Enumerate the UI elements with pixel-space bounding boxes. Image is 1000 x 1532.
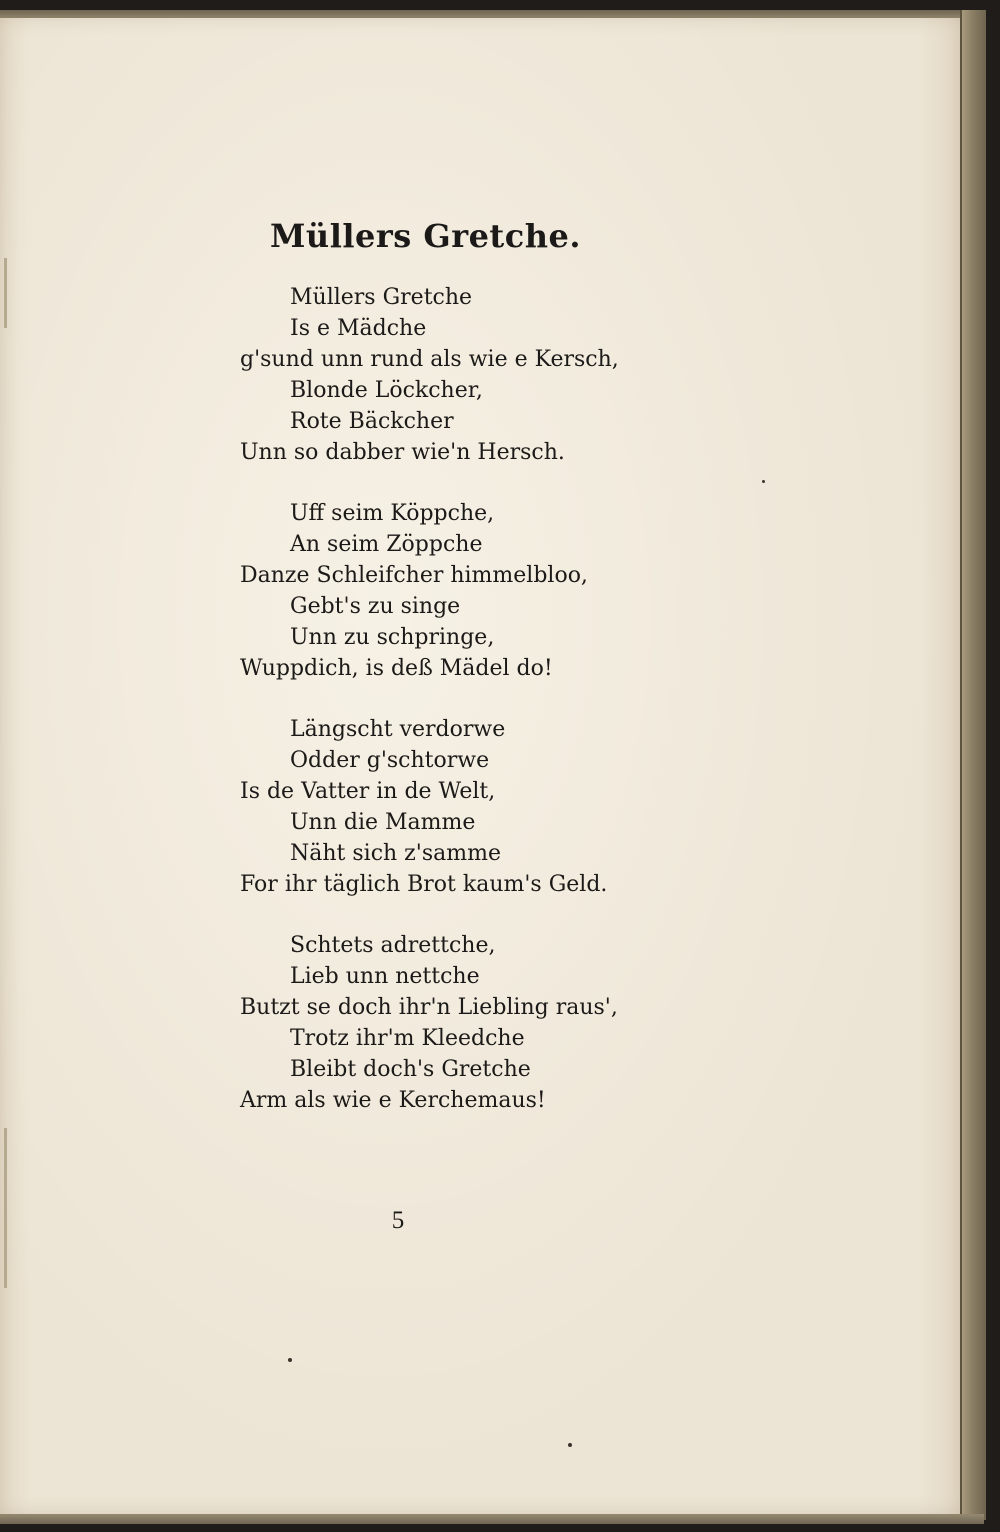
poem-line: Unn so dabber wie'n Hersch. [240,440,565,465]
poem-line: Rote Bäckcher [290,409,454,434]
poem-line: Unn zu schpringe, [290,625,495,650]
margin-mark [4,258,7,328]
poem-line: Bleibt doch's Gretche [290,1057,531,1082]
book-cover-edge [960,10,986,1520]
poem-line: Wuppdich, is deß Mädel do! [240,656,553,681]
stanza [240,714,800,900]
poem-line: Blonde Löckcher, [290,378,483,403]
poem-line: Müllers Gretche [290,285,473,310]
page-number: 5 [391,1207,405,1234]
poem-line: Arm als wie e Kerchemaus! [240,1088,546,1113]
poem-line: Danze Schleifcher himmelbloo, [240,563,588,588]
poem-line: Is e Mädche [290,316,427,341]
paper-speck [288,1358,292,1362]
book-bottom-edge [0,1514,984,1524]
poem [240,212,800,1146]
poem-line: An seim Zöppche [290,532,483,557]
poem-line: g'sund unn rund als wie e Kersch, [240,347,619,372]
poem-line: Gebt's zu singe [290,594,461,619]
poem-line: Trotz ihr'm Kleedche [290,1026,525,1051]
poem-line: Odder g'schtorwe [290,748,490,773]
poem-line: Näht sich z'samme [290,841,501,866]
stanza [240,282,800,468]
stanza [240,930,800,1116]
paper-speck [568,1443,572,1447]
poem-line: Uff seim Köppche, [290,501,495,526]
poem-title: Müllers Gretche. [270,217,581,255]
poem-line: Is de Vatter in de Welt, [240,779,496,804]
poem-line: Butzt se doch ihr'n Liebling raus', [240,995,618,1020]
poem-line: Schtets adrettche, [290,933,496,958]
margin-mark [4,1128,7,1288]
poem-line: For ihr täglich Brot kaum's Geld. [240,872,608,897]
poem-line: Unn die Mamme [290,810,476,835]
poem-line: Längscht verdorwe [290,717,506,742]
poem-line: Lieb unn nettche [290,964,480,989]
stanza [240,498,800,684]
